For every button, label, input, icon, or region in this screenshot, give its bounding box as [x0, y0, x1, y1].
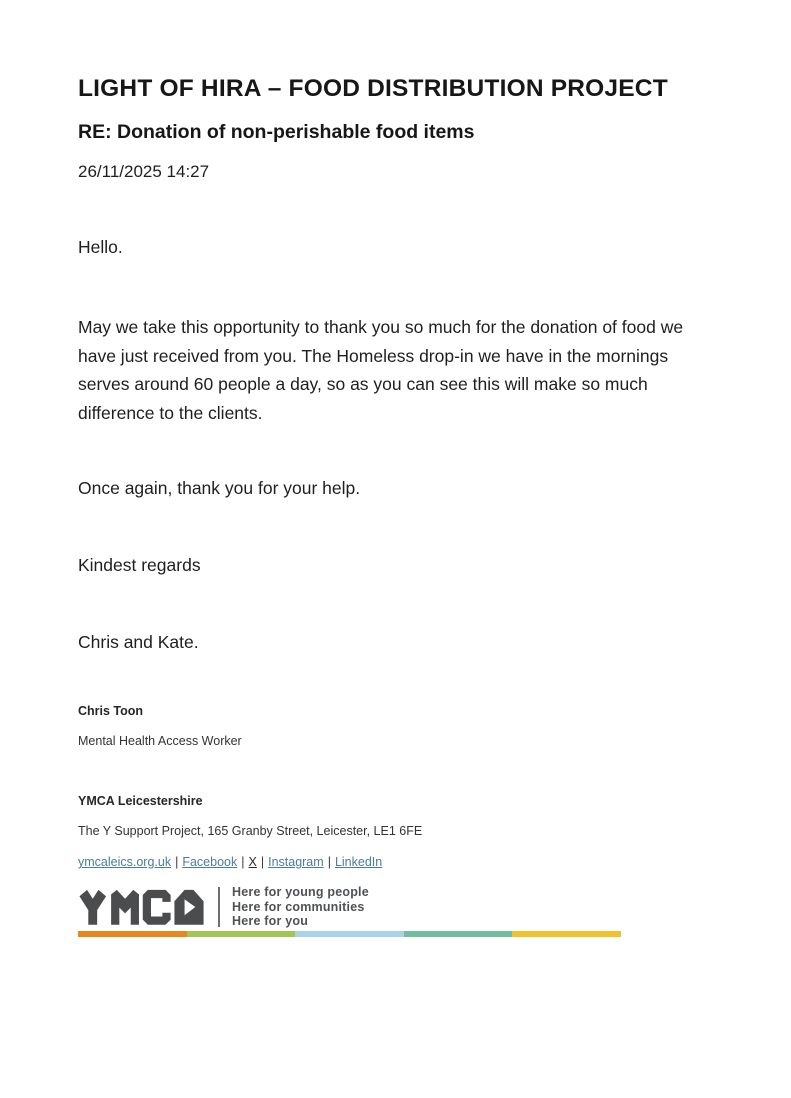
- facebook-link[interactable]: Facebook: [182, 855, 238, 869]
- thanks-line: Once again, thank you for your help.: [78, 478, 361, 498]
- greeting: Hello.: [78, 237, 123, 257]
- org-address: The Y Support Project, 165 Granby Street, Leicester, LE1 6FE: [78, 824, 423, 838]
- website-link[interactable]: ymcaleics.org.uk: [78, 855, 172, 869]
- social-links-row: [78, 854, 705, 870]
- link-separator: |: [175, 855, 179, 869]
- org-name: YMCA Leicestershire: [78, 794, 203, 808]
- subject-line: RE: Donation of non-perishable food items: [78, 121, 475, 143]
- bar-segment-green: [187, 931, 296, 937]
- link-separator: |: [327, 855, 331, 869]
- logo-divider: [218, 887, 220, 927]
- footer-color-bar: [78, 931, 621, 937]
- bar-segment-lightblue: [295, 931, 404, 937]
- footer-branding: [78, 887, 705, 927]
- tagline-line-3: Here for you: [232, 914, 309, 929]
- bar-segment-orange: [78, 931, 187, 937]
- ymca-logo-svg: [78, 888, 205, 926]
- link-separator: |: [241, 855, 245, 869]
- closing-line: Kindest regards: [78, 555, 201, 575]
- x-link[interactable]: X: [248, 855, 257, 869]
- tagline-line-2: Here for communities: [232, 899, 365, 914]
- page-title: LIGHT OF HIRA – FOOD DISTRIBUTION PROJECT: [78, 75, 668, 102]
- tagline-line-1: Here for young people: [232, 885, 369, 900]
- instagram-link[interactable]: Instagram: [268, 855, 324, 869]
- linkedin-link[interactable]: LinkedIn: [334, 855, 383, 869]
- datetime: 26/11/2025 14:27: [78, 162, 210, 181]
- body-paragraph: May we take this opportunity to thank you so much for the donation of food we have just received from you. The Homeless drop-in we have in the mornings serves around 60 people a day, so as you can see this will make so much difference to the clients.: [78, 317, 684, 423]
- bar-segment-gold: [512, 931, 621, 937]
- ymca-logo-icon: [78, 888, 205, 926]
- signature-role: Mental Health Access Worker: [78, 734, 242, 748]
- bar-segment-teal: [404, 931, 513, 937]
- signoff-line: Chris and Kate.: [78, 632, 199, 652]
- logo-tagline: [232, 885, 369, 929]
- link-separator: |: [260, 855, 265, 869]
- letter-page: [0, 74, 791, 1098]
- signature-name: Chris Toon: [78, 704, 144, 718]
